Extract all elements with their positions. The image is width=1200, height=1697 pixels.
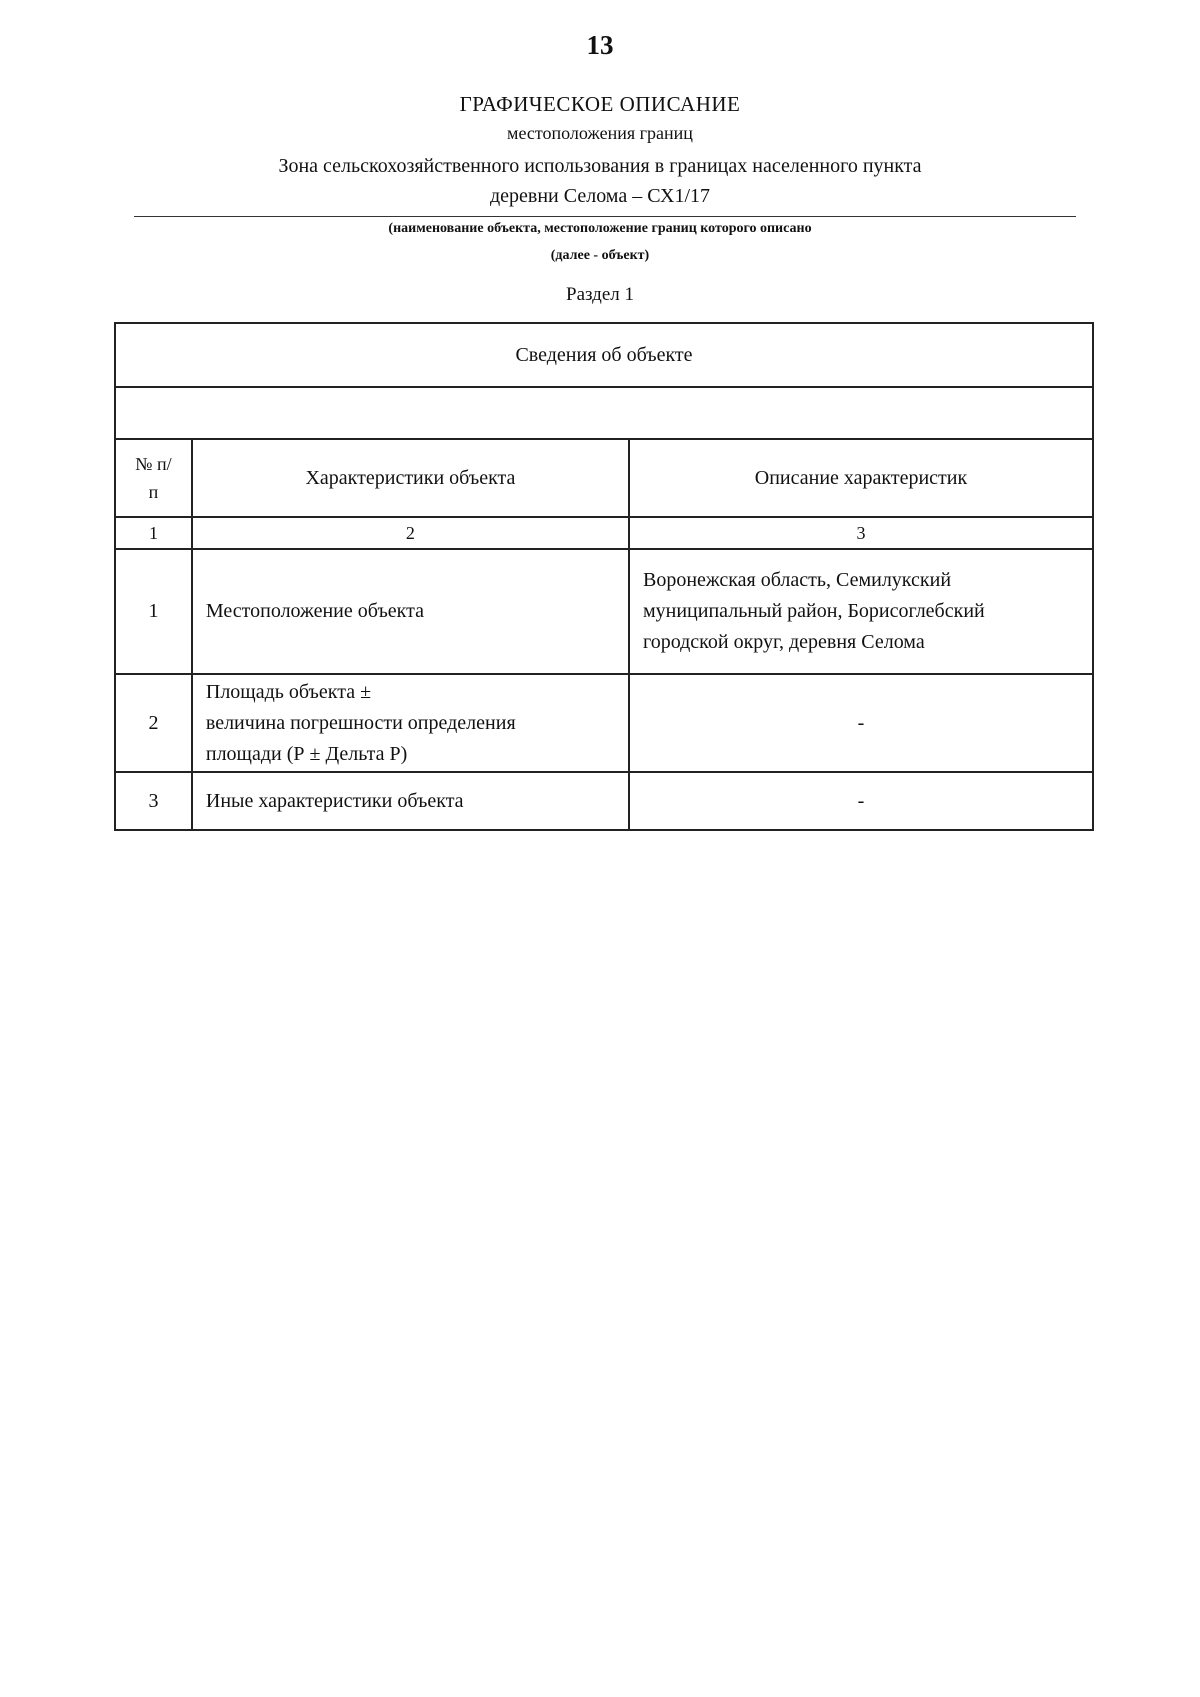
object-name-line1: Зона сельскохозяйственного использования в границах населенного пункта <box>278 155 922 177</box>
table-row <box>115 772 1093 830</box>
row-characteristic: Местоположение объекта <box>192 549 629 674</box>
table-row <box>115 674 1093 772</box>
document-subtitle: местоположения границ <box>507 123 693 143</box>
characteristic-line: Площадь объекта ± <box>205 680 372 703</box>
caption-line1: (наименование объекта, местоположение границ которого описано <box>388 221 812 236</box>
characteristic-line: площади (Р ± Дельта Р) <box>205 742 408 765</box>
empty-row <box>115 387 1093 439</box>
page-number: 13 <box>586 30 614 60</box>
characteristic-line: величина погрешности определения <box>205 711 516 734</box>
underline-divider <box>134 216 1076 217</box>
column-header-description: Описание характеристик <box>629 439 1093 517</box>
row-characteristic: Иные характеристики объекта <box>192 772 629 830</box>
description-line: городской округ, деревня Селома <box>642 631 925 653</box>
description-line: муниципальный район, Борисоглебский <box>642 600 985 622</box>
column-header-characteristic: Характеристики объекта <box>192 439 629 517</box>
description-line: Воронежская область, Семилукский <box>642 569 952 591</box>
caption-line2: (далее - объект) <box>550 248 650 263</box>
column-header-num-label: № п/п <box>135 454 172 502</box>
object-name-line2: деревни Селома – СХ1/17 <box>489 185 711 207</box>
section-heading: Раздел 1 <box>566 284 634 305</box>
row-description: - <box>629 674 1093 772</box>
column-index-3: 3 <box>629 517 1093 549</box>
table-title: Сведения об объекте <box>115 323 1093 387</box>
row-number: 1 <box>115 549 192 674</box>
row-number: 2 <box>115 674 192 772</box>
column-index-1: 1 <box>115 517 192 549</box>
table-row <box>115 549 1093 674</box>
column-index-2: 2 <box>192 517 629 549</box>
document-title: ГРАФИЧЕСКОЕ ОПИСАНИЕ <box>459 92 741 116</box>
row-characteristic <box>192 674 629 772</box>
row-description: - <box>629 772 1093 830</box>
column-header-num <box>115 439 192 517</box>
row-description <box>629 549 1093 674</box>
row-number: 3 <box>115 772 192 830</box>
object-info-table <box>114 322 1094 831</box>
